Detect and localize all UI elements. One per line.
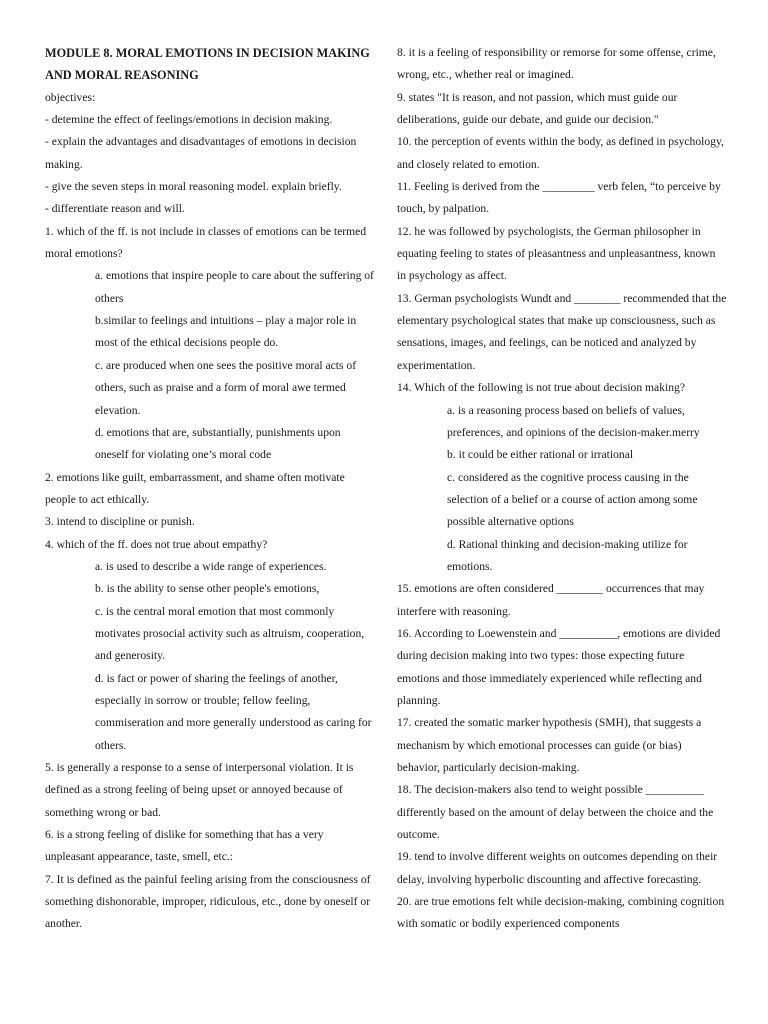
- question-item: 20. are true emotions felt while decision-making, combining cognition with somatic or bodily experienced components: [397, 895, 725, 931]
- question-item: 17. created the somatic marker hypothesis (SMH), that suggests a mechanism by which emotional processes can guide (or bias) behavior, particularly decision-making.: [397, 716, 702, 774]
- question-item: - detemine the effect of feelings/emotions in decision making.: [45, 113, 333, 127]
- question-item: 6. is a strong feeling of dislike for something that has a very unpleasant appearance, taste, smell, etc.:: [45, 828, 324, 864]
- question-item: 2. emotions like guilt, embarrassment, and shame often motivate people to act ethically.: [45, 470, 345, 506]
- question-item: - explain the advantages and disadvantages of emotions in decision making.: [45, 135, 357, 171]
- answer-option: b. is the ability to sense other people's emotions,: [95, 582, 320, 596]
- answer-option: d. Rational thinking and decision-making utilize for emotions.: [447, 537, 688, 573]
- answer-option: b.similar to feelings and intuitions – play a major role in most of the ethical decisions people do.: [95, 314, 357, 350]
- question-item: 7. It is defined as the painful feeling arising from the consciousness of something dishonorable, improper, ridiculous, etc., done by oneself or another.: [45, 872, 371, 931]
- answer-option: c. considered as the cognitive process causing in the selection of a belief or a course of action among some possible alternative options: [447, 470, 698, 529]
- answer-option: a. is used to describe a wide range of experiences.: [95, 559, 327, 573]
- question-item: 12. he was followed by psychologists, the German philosopher in equating feeling to states of pleasantness and unpleasantness, known in psychology as affect.: [397, 224, 716, 283]
- question-item: - differentiate reason and will.: [45, 202, 185, 216]
- answer-option: c. are produced when one sees the positive moral acts of others, such as praise and a form of moral awe termed elevation.: [95, 358, 357, 417]
- question-item: 5. is generally a response to a sense of interpersonal violation. It is defined as a strong feeling of being upset or annoyed because of something wrong or bad.: [45, 761, 354, 819]
- right-column: [397, 42, 727, 936]
- question-item: 11. Feeling is derived from the _________ verb felen, “to perceive by touch, by palpation.: [397, 180, 721, 216]
- answer-option: a. emotions that inspire people to care about the suffering of others: [95, 269, 374, 305]
- question-item: 3. intend to discipline or punish.: [45, 515, 195, 529]
- question-item: objectives:: [45, 90, 96, 104]
- answer-option: a. is a reasoning process based on beliefs of values, preferences, and opinions of the decision-maker.merry: [447, 403, 700, 439]
- question-item: 16. According to Loewenstein and __________, emotions are divided during decision making into two types: those expecting future emotions and those immediately experienced while reflecting and planning.: [397, 626, 721, 707]
- question-item: 8. it is a feeling of responsibility or remorse for some offense, crime, wrong, etc., whether real or imagined.: [397, 46, 716, 82]
- question-item: 14. Which of the following is not true about decision making?: [397, 381, 685, 395]
- question-item: 18. The decision-makers also tend to weight possible __________ differently based on the amount of delay between the choice and the outcome.: [397, 783, 714, 842]
- module-title: MODULE 8. MORAL EMOTIONS IN DECISION MAKING AND MORAL REASONING: [45, 46, 370, 83]
- question-item: 10. the perception of events within the body, as defined in psychology, and closely related to emotion.: [397, 135, 724, 171]
- answer-option: c. is the central moral emotion that most commonly motivates prosocial activity such as altruism, cooperation, and generosity.: [95, 604, 365, 663]
- question-item: 19. tend to involve different weights on outcomes depending on their delay, involving hyperbolic discounting and affective forecasting.: [397, 850, 718, 886]
- answer-option: d. emotions that are, substantially, punishments upon oneself for violating one’s moral code: [95, 425, 341, 462]
- question-item: 15. emotions are often considered ________ occurrences that may interfere with reasoning.: [397, 582, 705, 618]
- answer-option: d. is fact or power of sharing the feelings of another, especially in sorrow or trouble; fellow feeling, commiseration and more generally understood as caring for others.: [95, 671, 372, 752]
- question-item: 13. German psychologists Wundt and ________ recommended that the elementary psychological states that make up consciousness, such as sensations, images, and feelings, can be noticed and analyzed by experimentation.: [397, 291, 727, 372]
- left-column: [45, 42, 375, 936]
- question-item: 9. states "It is reason, and not passion, which must guide our deliberations, guide our debate, and guide our decision.": [397, 90, 678, 127]
- question-item: 4. which of the ff. does not true about empathy?: [45, 537, 268, 551]
- question-item: - give the seven steps in moral reasoning model. explain briefly.: [45, 180, 342, 194]
- answer-option: b. it could be either rational or irrational: [447, 448, 634, 462]
- question-item: 1. which of the ff. is not include in classes of emotions can be termed moral emotions?: [45, 224, 367, 261]
